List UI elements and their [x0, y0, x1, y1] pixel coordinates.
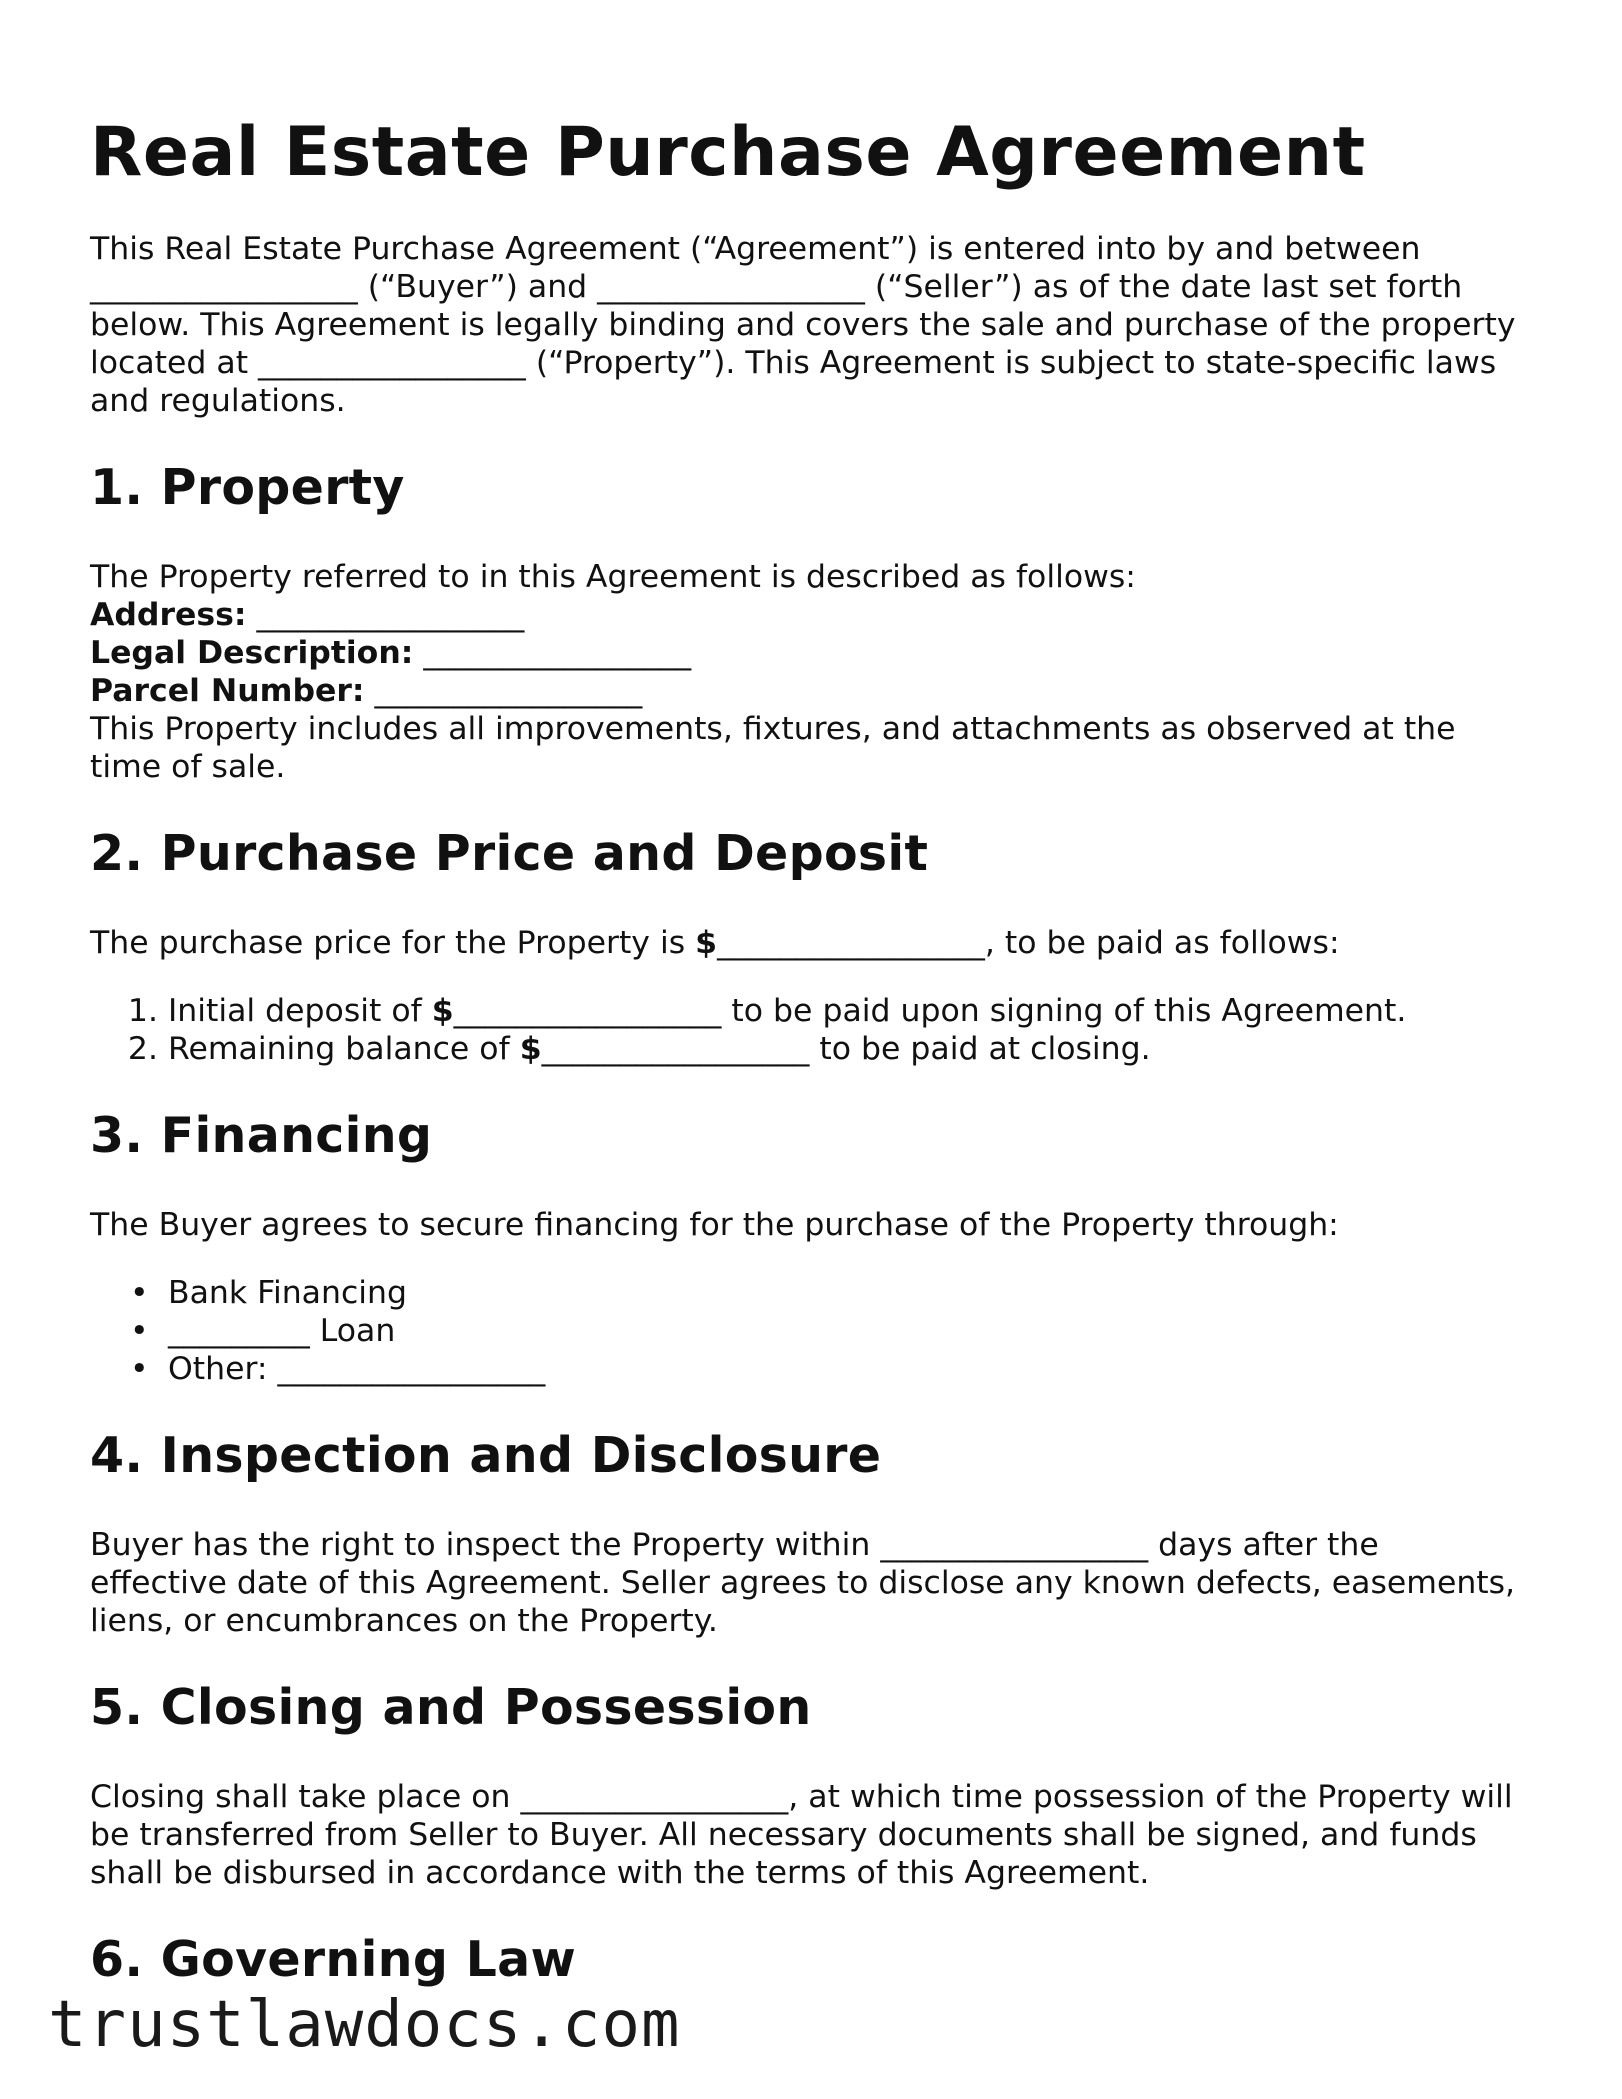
agreement-page — [90, 108, 1540, 1992]
legal-description-blank: _________________ — [423, 635, 692, 671]
intro-paragraph — [90, 230, 1540, 420]
item-text: Other: _________________ — [168, 1351, 546, 1387]
property-lead: The Property referred to in this Agreement is described as follows: — [90, 559, 1136, 595]
amount-blank: _________________ — [541, 1031, 810, 1067]
watermark: trustlawdocs.com — [48, 1988, 681, 2062]
legal-description-label: Legal Description: — [90, 635, 414, 671]
address-label: Address: — [90, 597, 247, 633]
intro-line: and regulations. — [90, 383, 346, 419]
section-heading: 2. Purchase Price and Deposit — [90, 825, 929, 882]
item-text: _________ Loan — [168, 1313, 396, 1349]
price-lead — [90, 924, 1540, 962]
paragraph-line: effective date of this Agreement. Seller agrees to disclose any known defects, easements, — [90, 1565, 1516, 1601]
list-item — [130, 1274, 1540, 1312]
dollar-sign: $ — [431, 993, 454, 1029]
price-lead-tail: , to be paid as follows: — [984, 925, 1340, 961]
bullet-icon: • — [130, 1313, 149, 1349]
section-purchase-price — [90, 822, 1540, 1068]
section-heading: 4. Inspection and Disclosure — [90, 1427, 882, 1484]
dollar-sign: $ — [695, 925, 718, 961]
document-title: Real Estate Purchase Agreement — [90, 113, 1366, 192]
section-property — [90, 456, 1540, 786]
address-blank: _________________ — [256, 597, 525, 633]
property-note-line: time of sale. — [90, 749, 286, 785]
dollar-sign: $ — [519, 1031, 542, 1067]
section-financing — [90, 1104, 1540, 1388]
list-item — [168, 992, 1540, 1030]
section-governing-law — [90, 1928, 1540, 1992]
list-item — [130, 1350, 1540, 1388]
intro-line: below. This Agreement is legally binding and covers the sale and purchase of the property — [90, 307, 1516, 343]
intro-line: located at _________________ (“Property”). This Agreement is subject to state-specific laws — [90, 345, 1497, 381]
list-item — [168, 1030, 1540, 1068]
parcel-number-field — [90, 672, 1540, 710]
section-heading: 5. Closing and Possession — [90, 1679, 812, 1736]
paragraph-line: Buyer has the right to inspect the Property within _________________ days after the — [90, 1527, 1379, 1563]
bullet-icon: • — [130, 1351, 149, 1387]
bullet-icon: • — [130, 1275, 149, 1311]
intro-line: This Real Estate Purchase Agreement (“Agreement”) is entered into by and between — [90, 231, 1421, 267]
price-blank: _________________ — [717, 925, 985, 961]
list-item — [130, 1312, 1540, 1350]
item-text: Remaining balance of — [168, 1031, 520, 1067]
financing-list — [90, 1274, 1540, 1388]
item-tail: to be paid at closing. — [809, 1031, 1151, 1067]
item-text: Initial deposit of — [168, 993, 432, 1029]
section-heading: 6. Governing Law — [90, 1931, 577, 1988]
paragraph-line: shall be disbursed in accordance with the terms of this Agreement. — [90, 1855, 1150, 1891]
legal-description-field — [90, 634, 1540, 672]
financing-lead: The Buyer agrees to secure financing for the purchase of the Property through: — [90, 1207, 1339, 1243]
amount-blank: _________________ — [453, 993, 722, 1029]
section-inspection — [90, 1424, 1540, 1640]
parcel-number-blank: _________________ — [374, 673, 643, 709]
paragraph-line: Closing shall take place on _________________, at which time possession of the Property will — [90, 1779, 1513, 1815]
section-heading: 1. Property — [90, 459, 405, 516]
intro-line: _________________ (“Buyer”) and _________________ (“Seller”) as of the date last set forth — [90, 269, 1463, 305]
address-field — [90, 596, 1540, 634]
section-heading: 3. Financing — [90, 1107, 433, 1164]
paragraph-line: be transferred from Seller to Buyer. All necessary documents shall be signed, and funds — [90, 1817, 1477, 1853]
section-closing — [90, 1676, 1540, 1892]
item-tail: to be paid upon signing of this Agreement. — [721, 993, 1407, 1029]
property-note-line: This Property includes all improvements, fixtures, and attachments as observed at the — [90, 711, 1456, 747]
item-text: Bank Financing — [168, 1275, 407, 1311]
paragraph-line: liens, or encumbrances on the Property. — [90, 1603, 718, 1639]
price-lead-text: The purchase price for the Property is — [90, 925, 696, 961]
parcel-number-label: Parcel Number: — [90, 673, 365, 709]
payment-list — [90, 992, 1540, 1068]
